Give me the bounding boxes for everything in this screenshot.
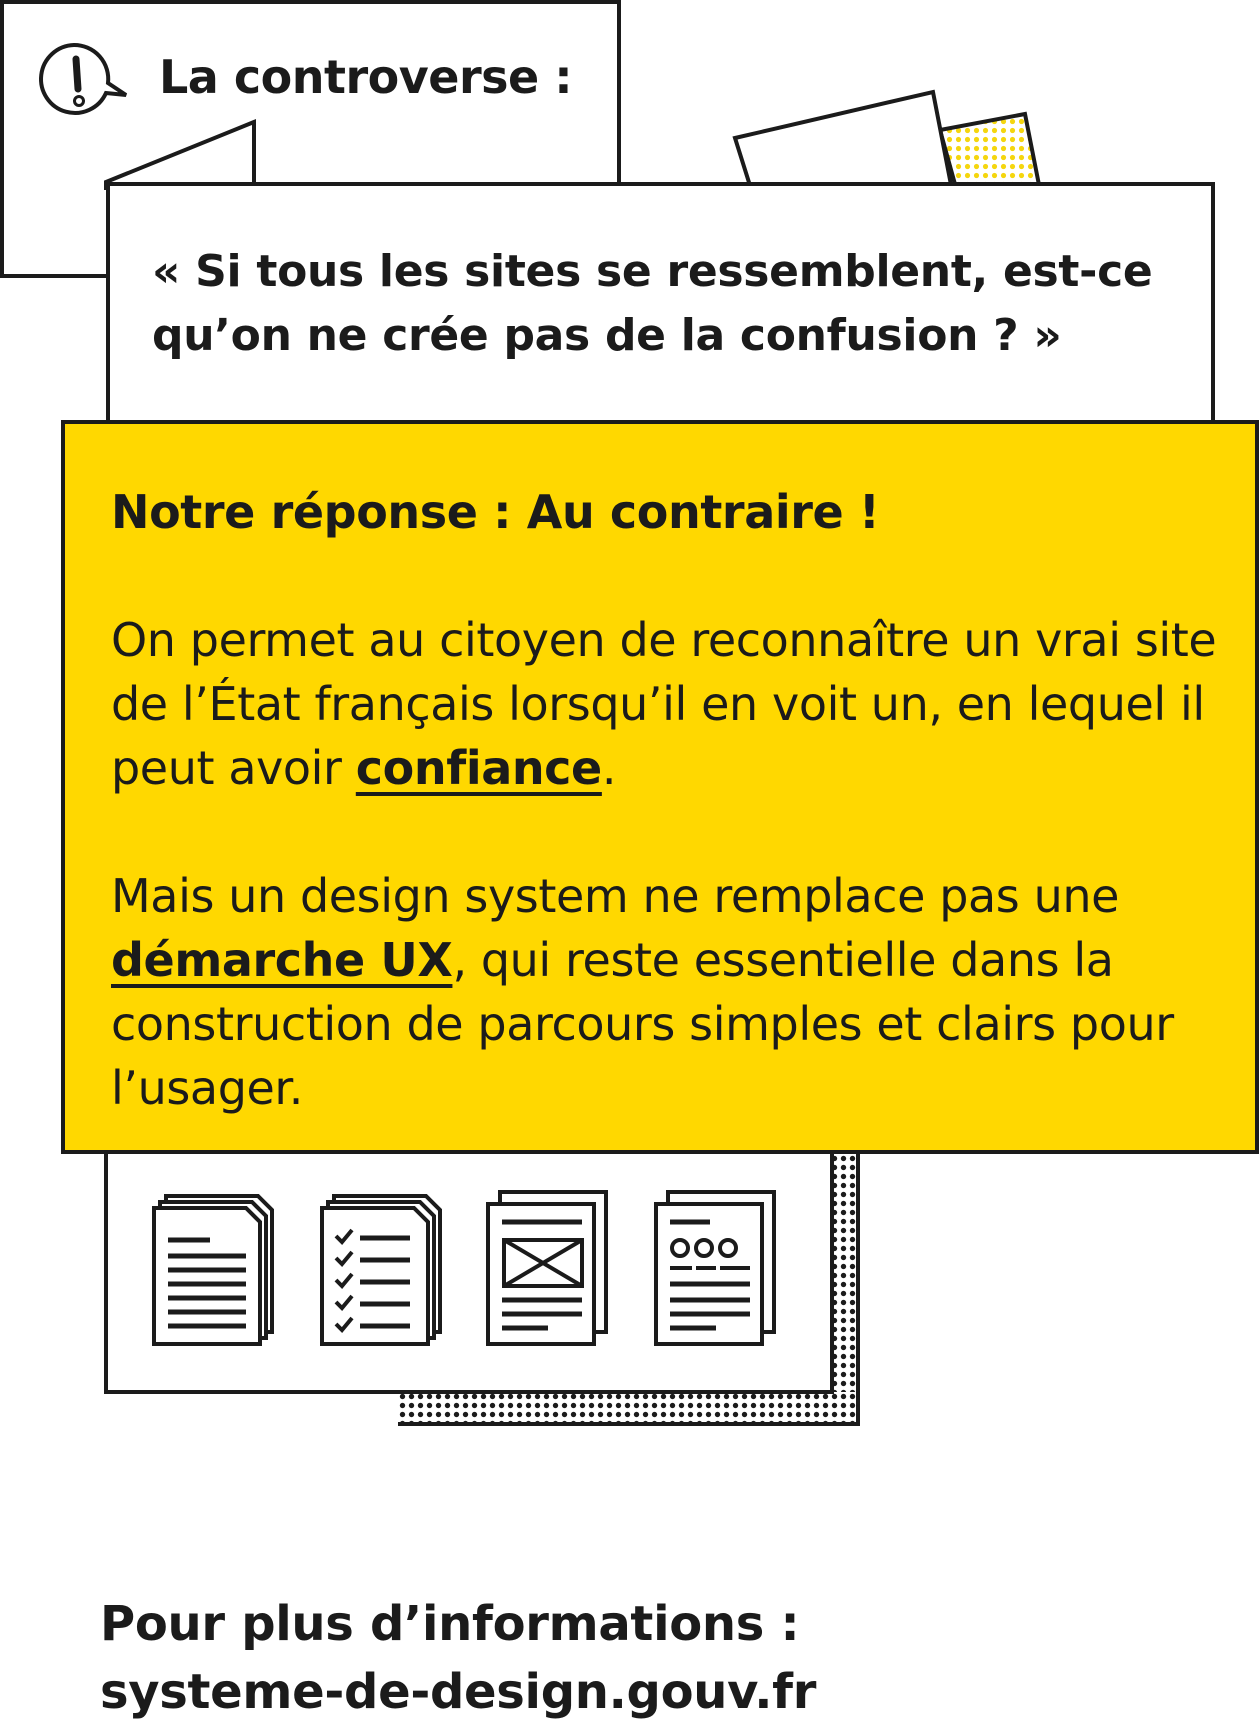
controverse-title: La controverse :	[159, 50, 573, 104]
answer-paragraph-2	[111, 864, 1231, 1120]
alert-speech-bubble-icon	[34, 41, 130, 121]
footer	[100, 1590, 816, 1726]
text-document-icon	[154, 1196, 272, 1344]
white-tilted-card	[735, 92, 952, 192]
footer-url[interactable]: systeme-de-design.gouv.fr	[100, 1664, 817, 1720]
quote-card	[106, 182, 1215, 427]
image-document-icon	[488, 1192, 606, 1344]
quote-text: « Si tous les sites se ressemblent, est-ce qu’on ne crée pas de la confusion ? »	[152, 246, 1153, 361]
form-document-icon	[656, 1192, 774, 1344]
answer-card	[61, 420, 1259, 1154]
answer-title: Notre réponse : Au contraire !	[111, 485, 880, 539]
dotted-shadow-bottom	[398, 1392, 860, 1426]
checklist-document-icon	[322, 1196, 440, 1344]
answer-p1-text: On permet au citoyen de reconnaître un vrai site de l’État français lorsqu’il en voit un, en lequel il peut avoir	[111, 613, 1217, 795]
footer-label: Pour plus d’informations :	[100, 1596, 800, 1652]
confiance-highlight: confiance	[355, 741, 602, 795]
answer-content	[111, 480, 1231, 1120]
demarche-ux-highlight: démarche UX	[111, 933, 453, 987]
documents-card	[104, 1154, 834, 1394]
answer-p2-end: , qui reste essentielle dans la construction de parcours simples et clairs pour l’usager.	[111, 933, 1174, 1115]
answer-paragraph-1	[111, 608, 1231, 800]
answer-p2-text: Mais un design system ne remplace pas une	[111, 869, 1119, 923]
answer-p1-end: .	[601, 741, 617, 795]
